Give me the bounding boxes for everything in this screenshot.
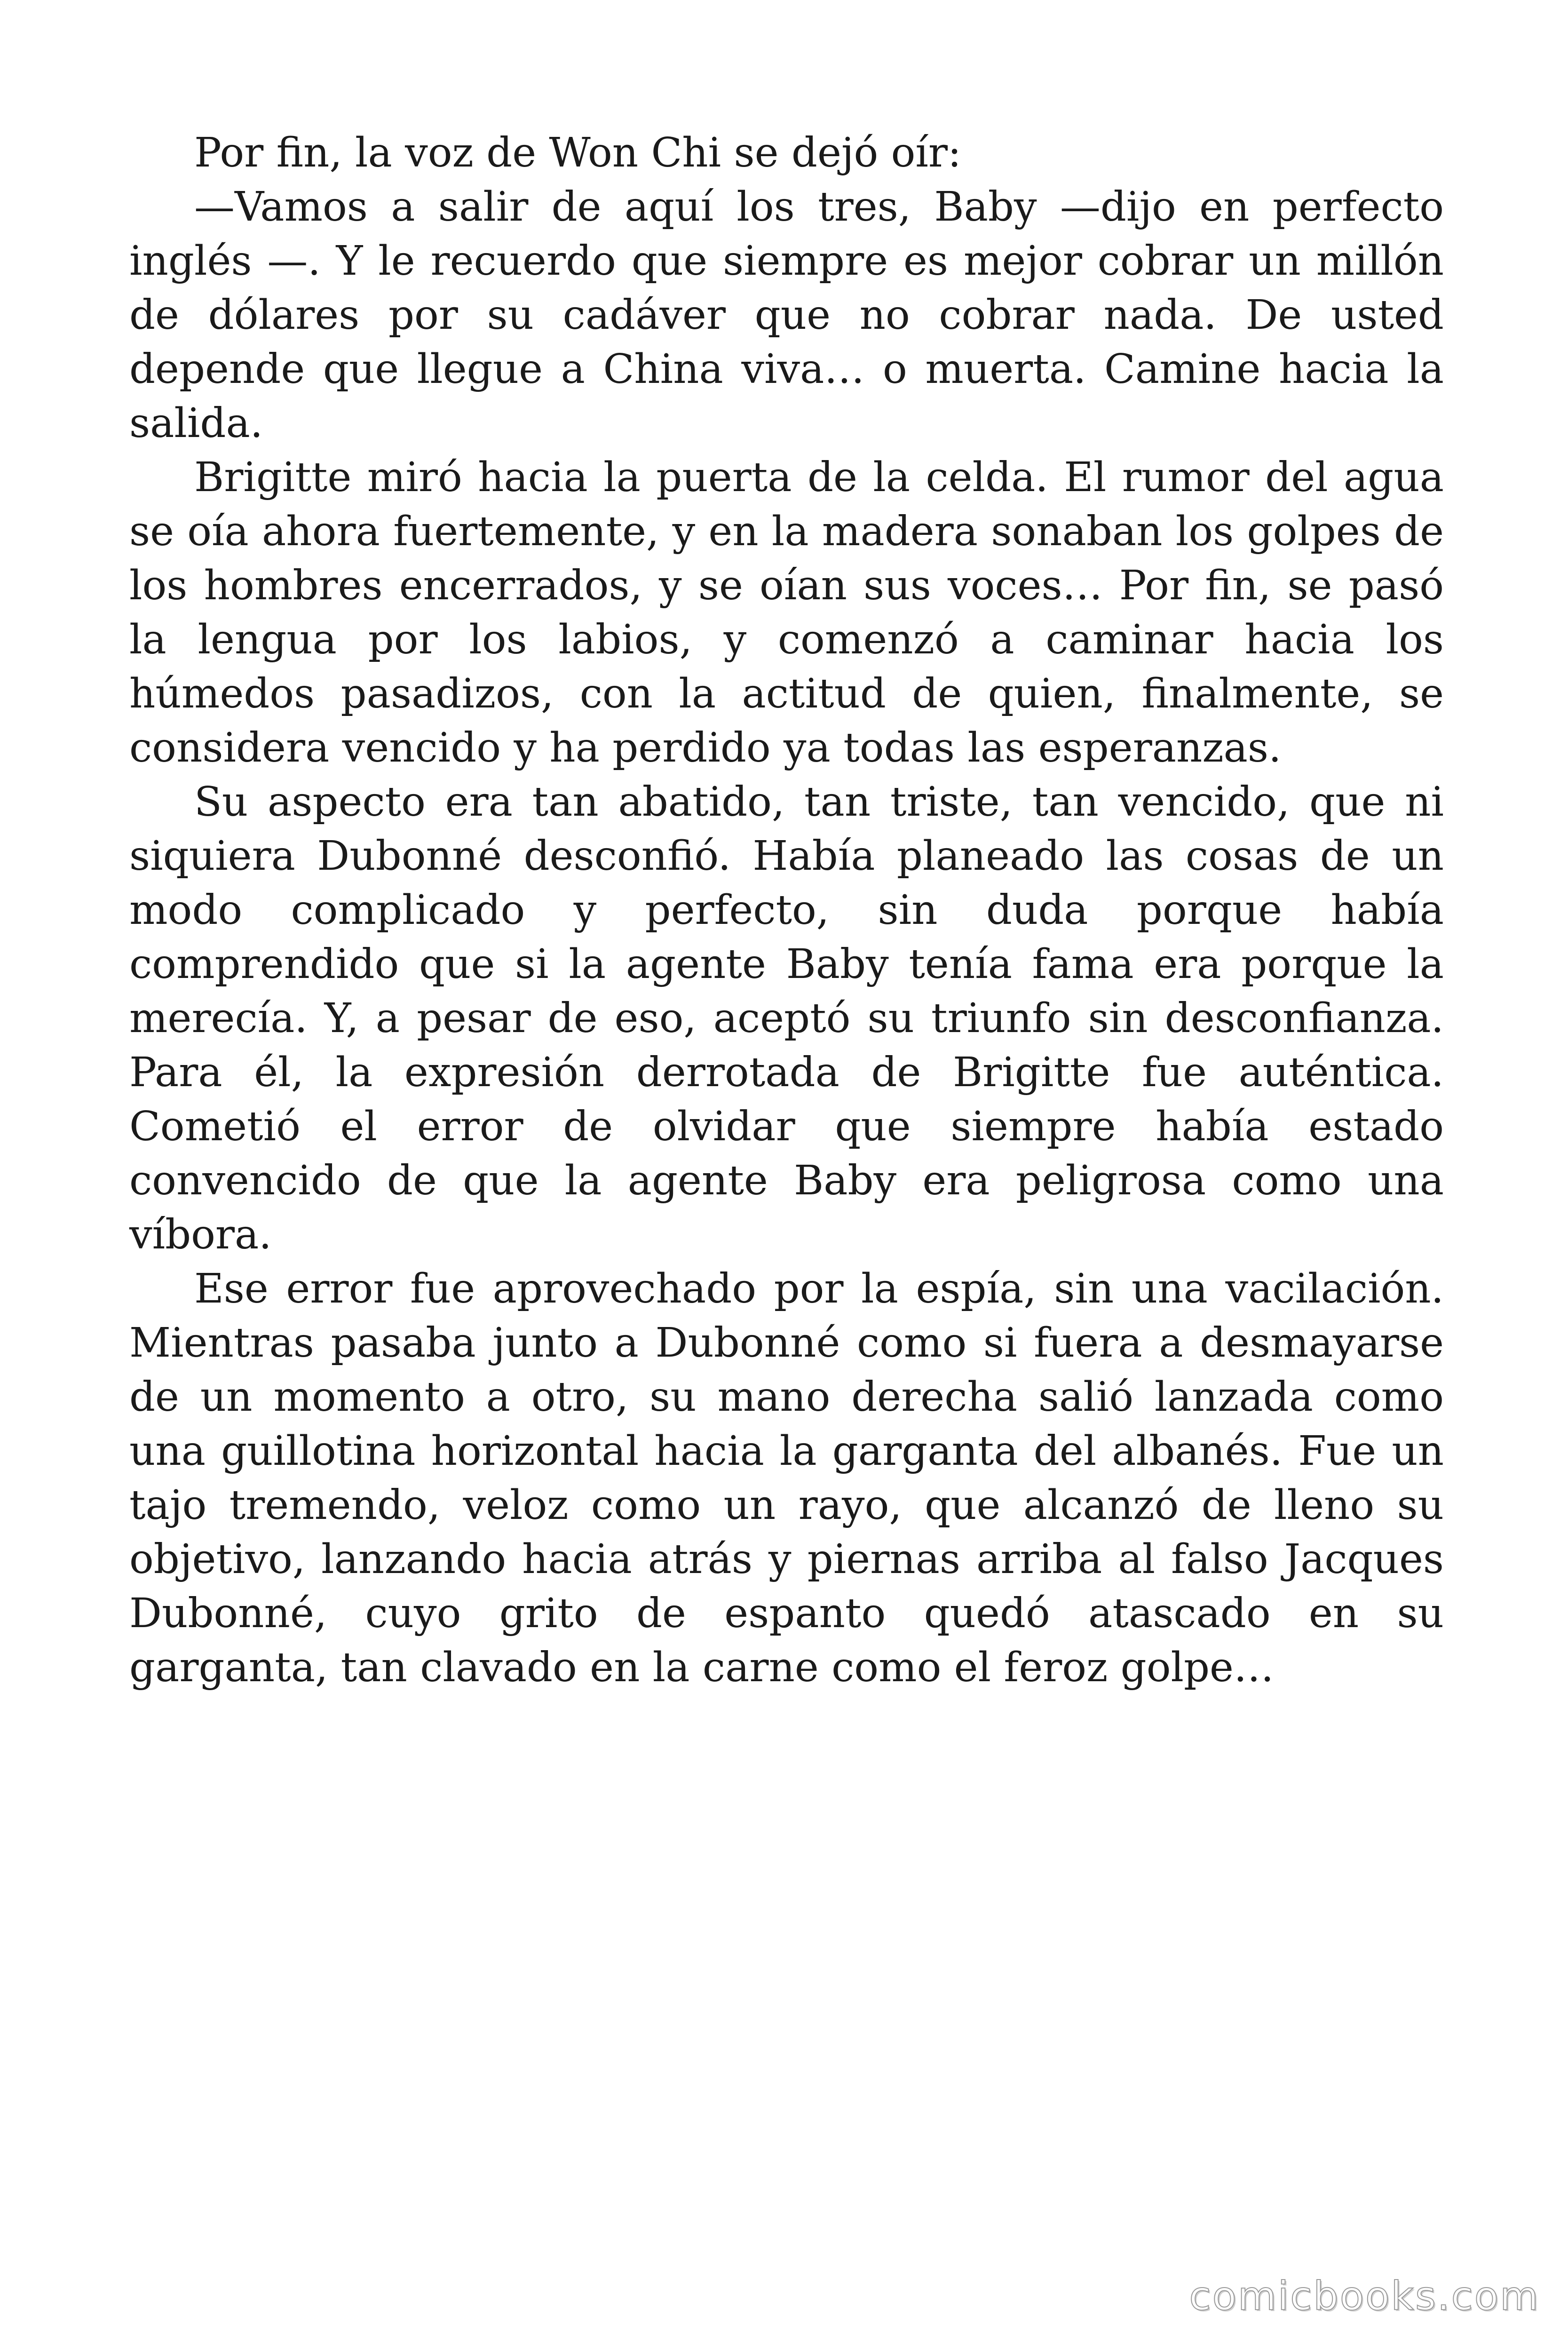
paragraph-2: —Vamos a salir de aquí los tres, Baby —dijo en perfecto inglés —. Y le recuerdo que siempre es mejor cobrar un millón de dólares por su cadáver que no cobrar nada. De usted depende que llegue a China viva… o muerta. Camine hacia la salida.	[129, 183, 1444, 447]
paragraph-4: Su aspecto era tan abatido, tan triste, tan vencido, que ni siquiera Dubonné desconfió. Había planeado las cosas de un modo complicado y perfecto, sin duda porque había comprendido que si la agente Baby tenía fama era porque la merecía. Y, a pesar de eso, aceptó su triunfo sin desconfianza. Para él, la expresión derrotada de Brigitte fue auténtica. Cometió el error de olvidar que siempre había estado convencido de que la agente Baby era peligrosa como una víbora.	[129, 779, 1444, 1258]
paragraph-1: Por fin, la voz de Won Chi se dejó oír:	[194, 129, 961, 176]
watermark-logo: comicbooks.com	[1189, 2273, 1540, 2319]
page-body	[129, 126, 1444, 1695]
paragraph-5: Ese error fue aprovechado por la espía, sin una vacilación. Mientras pasaba junto a Dubonné como si fuera a desmayarse de un momento a otro, su mano derecha salió lanzada como una guillotina horizontal hacia la garganta del albanés. Fue un tajo tremendo, veloz como un rayo, que alcanzó de lleno su objetivo, lanzando hacia atrás y piernas arriba al falso Jacques Dubonné, cuyo grito de espanto quedó atascado en su garganta, tan clavado en la carne como el feroz golpe…	[129, 1265, 1444, 1691]
paragraph-3: Brigitte miró hacia la puerta de la celda. El rumor del agua se oía ahora fuertemente, y en la madera sonaban los golpes de los hombres encerrados, y se oían sus voces… Por fin, se pasó la lengua por los labios, y comenzó a caminar hacia los húmedos pasadizos, con la actitud de quien, finalmente, se considera vencido y ha perdido ya todas las esperanzas.	[129, 454, 1444, 771]
